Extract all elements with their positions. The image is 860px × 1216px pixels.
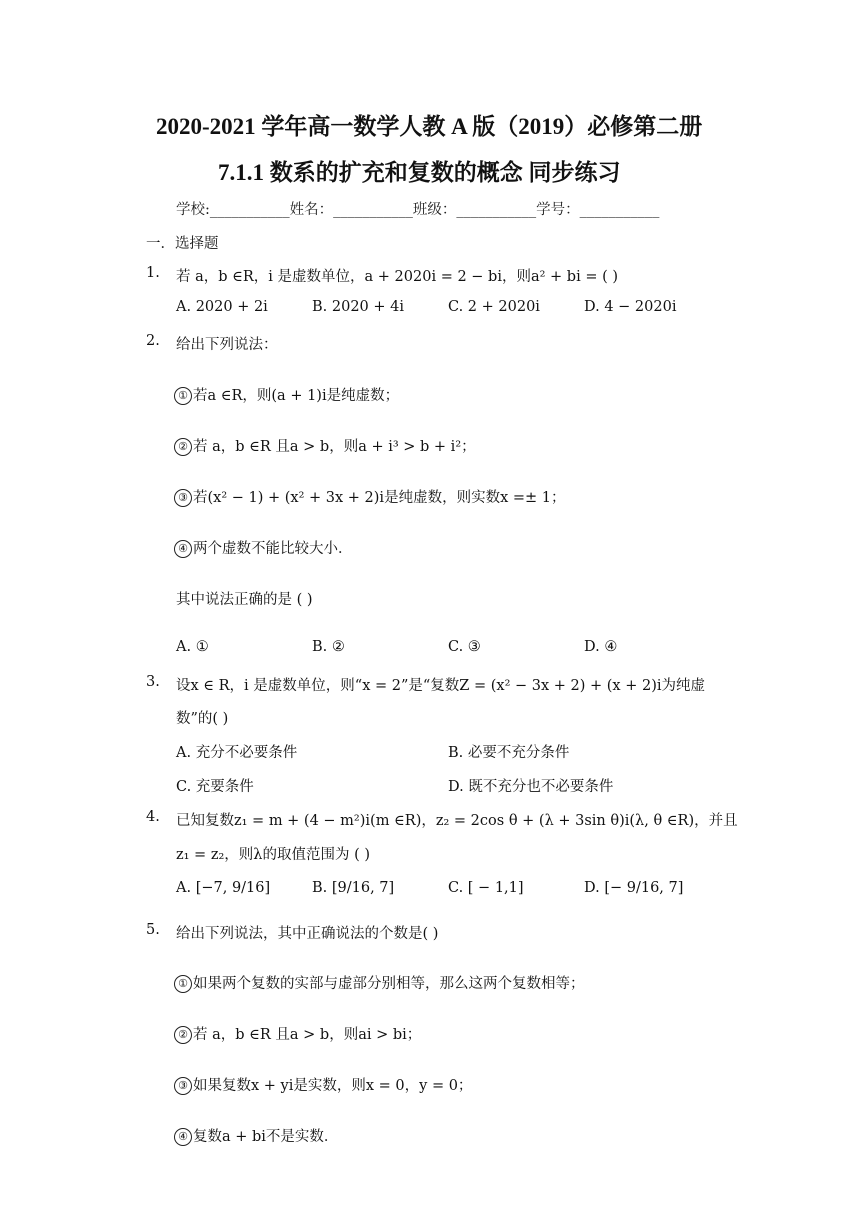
- statement-item: [174, 1023, 421, 1044]
- question-stem: 给出下列说法：: [176, 337, 278, 353]
- question-number: 1.: [146, 265, 160, 281]
- option-b: B. ②: [312, 639, 345, 655]
- statement-text: 两个虚数不能比较大小．: [193, 541, 353, 557]
- option-d: D. ④: [584, 639, 618, 655]
- statement-text: 如果复数x + yi是实数，则x = 0，y = 0；: [193, 1078, 473, 1094]
- question-stem-line-1: 已知复数z₁ = m + (4 − m²)i(m ∈R)，z₂ = 2cos θ + (λ + 3sin θ)i(λ, θ ∈R)，并且: [176, 813, 738, 829]
- question-stem: 若 a，b ∈R，i 是虚数单位，a + 2020i = 2 − bi，则a² + bi = ( ): [176, 269, 619, 285]
- option-b: B. 必要不充分条件: [448, 745, 570, 761]
- option-b: B. [9/16, 7]: [312, 880, 395, 896]
- statement-item: [174, 537, 353, 558]
- question-number: 2.: [146, 333, 160, 349]
- statement-text: 若 a，b ∈R 且a > b，则ai > bi；: [193, 1027, 422, 1043]
- question-stem: 给出下列说法，其中正确说法的个数是( ): [176, 926, 439, 942]
- option-d: D. [− 9/16, 7]: [584, 880, 684, 896]
- option-a: A. 充分不必要条件: [176, 745, 298, 761]
- question-prompt: 其中说法正确的是 ( ): [176, 592, 313, 608]
- circled-number: ①: [174, 387, 192, 405]
- statement-item: [174, 1125, 338, 1146]
- question-stem-line-2: 数”的( ): [176, 711, 229, 727]
- question-stem-line-1: 设x ∈ R，i 是虚数单位，则“x = 2”是“复数Z = (x² − 3x + 2) + (x + 2)i为纯虚: [176, 678, 706, 694]
- circled-number: ④: [174, 540, 192, 558]
- page-title-line-2: 7.1.1 数系的扩充和复数的概念 同步练习: [218, 160, 621, 185]
- statement-item: [174, 384, 399, 405]
- option-c: C. 充要条件: [176, 779, 254, 795]
- option-a: A. 2020 + 2i: [176, 299, 268, 315]
- statement-text: 若 a，b ∈R 且a > b，则a + i³ > b + i²；: [193, 439, 476, 455]
- circled-number: ①: [174, 975, 192, 993]
- circled-number: ③: [174, 1077, 192, 1095]
- option-c: C. [ − 1,1]: [448, 880, 524, 896]
- statement-item: [174, 435, 476, 456]
- statement-item: [174, 972, 585, 993]
- statement-text: 复数a + bi不是实数．: [193, 1129, 339, 1145]
- question-number: 4.: [146, 809, 160, 825]
- option-d: D. 4 − 2020i: [584, 299, 677, 315]
- circled-number: ③: [174, 489, 192, 507]
- option-c: C. 2 + 2020i: [448, 299, 540, 315]
- question-number: 3.: [146, 674, 160, 690]
- statement-text: 若(x² − 1) + (x² + 3x + 2)i是纯虚数，则实数x =± 1；: [193, 490, 566, 506]
- statement-text: 如果两个复数的实部与虚部分别相等，那么这两个复数相等；: [193, 976, 585, 992]
- circled-number: ②: [174, 1026, 192, 1044]
- option-b: B. 2020 + 4i: [312, 299, 405, 315]
- question-number: 5.: [146, 922, 160, 938]
- question-stem-line-2: z₁ = z₂，则λ的取值范围为 ( ): [176, 847, 370, 863]
- page-title-line-1: 2020-2021 学年高一数学人教 A 版（2019）必修第二册: [156, 114, 703, 139]
- option-a: A. [−7, 9/16]: [176, 880, 271, 896]
- circled-number: ②: [174, 438, 192, 456]
- statement-text: 若a ∈R，则(a + 1)i是纯虚数；: [193, 388, 400, 404]
- option-c: C. ③: [448, 639, 481, 655]
- student-info-line: 学校:___________姓名：___________班级：___________学号：___________: [176, 202, 660, 218]
- statement-item: [174, 486, 566, 507]
- section-label: 一．选择题: [146, 236, 219, 252]
- statement-item: [174, 1074, 472, 1095]
- circled-number: ④: [174, 1128, 192, 1146]
- option-d: D. 既不充分也不必要条件: [448, 779, 614, 795]
- option-a: A. ①: [176, 639, 209, 655]
